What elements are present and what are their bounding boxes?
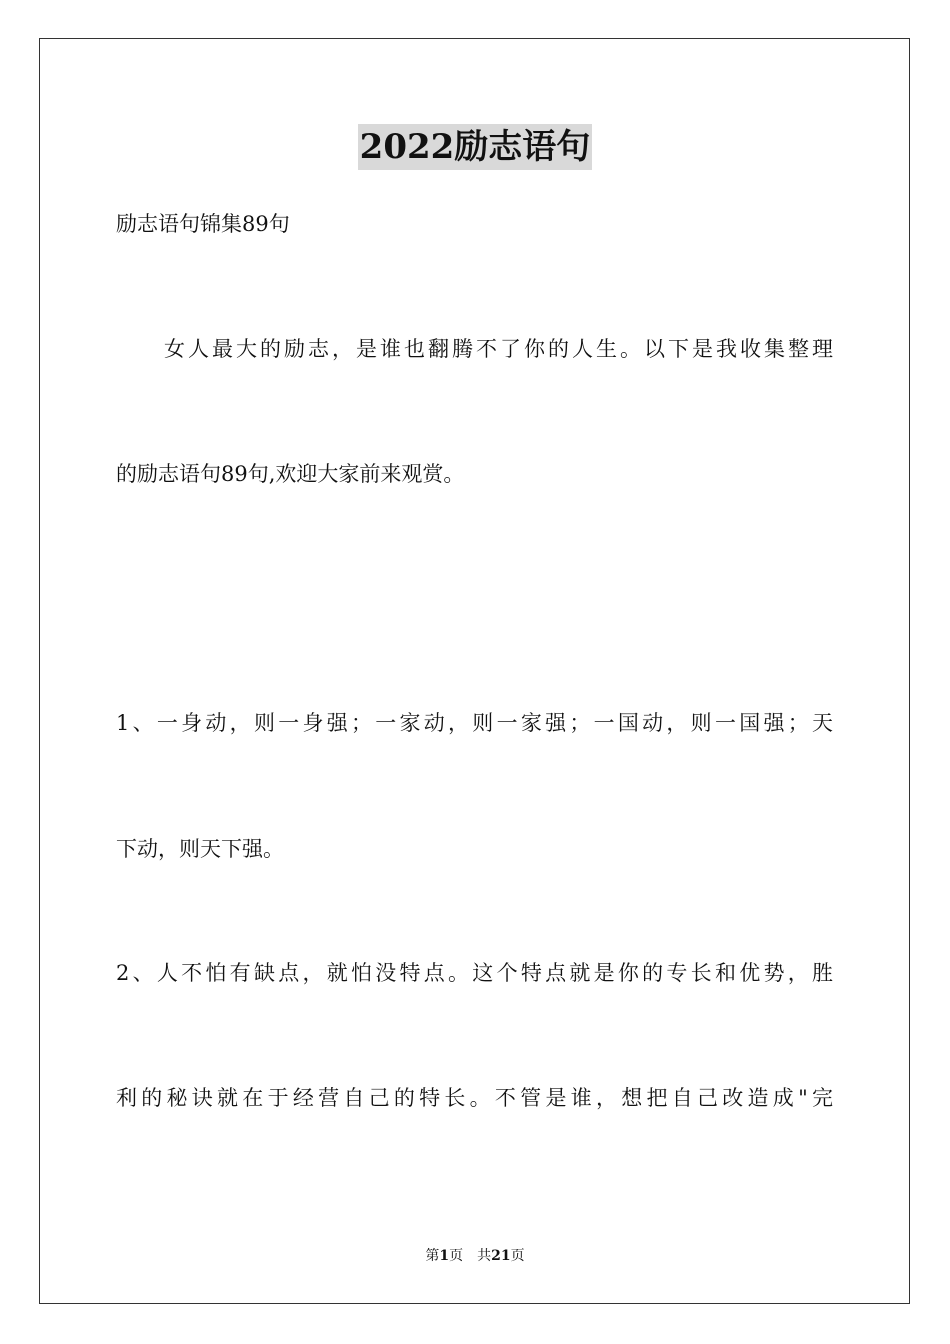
body-line-3: 1、一身动，则一身强；一家动，则一家强；一国动，则一国强；天: [116, 711, 833, 735]
body-line-4: 下动，则天下强。: [116, 837, 284, 861]
footer-total-pages: 21: [491, 1248, 511, 1264]
body-line-2: 的励志语句89句,欢迎大家前来观赏。: [116, 462, 465, 486]
body-line-5: 2、人不怕有缺点，就怕没特点。这个特点就是你的专长和优势，胜: [116, 961, 833, 985]
footer-total-prefix: 共: [477, 1248, 492, 1264]
footer-page-suffix: 页: [449, 1248, 464, 1264]
document-title-text: 2022励志语句: [358, 124, 593, 170]
footer-page-number: 1: [439, 1248, 450, 1264]
document-subtitle: 励志语句锦集89句: [116, 212, 290, 236]
document-title: [0, 124, 950, 170]
page-footer: [0, 1246, 950, 1266]
body-line-6: 利的秘诀就在于经营自己的特长。不管是谁，想把自己改造成"完: [116, 1086, 833, 1110]
body-line-1: 女人最大的励志，是谁也翻腾不了你的人生。以下是我收集整理: [116, 337, 833, 361]
footer-total-suffix: 页: [510, 1248, 525, 1264]
footer-page-prefix: 第: [425, 1248, 440, 1264]
